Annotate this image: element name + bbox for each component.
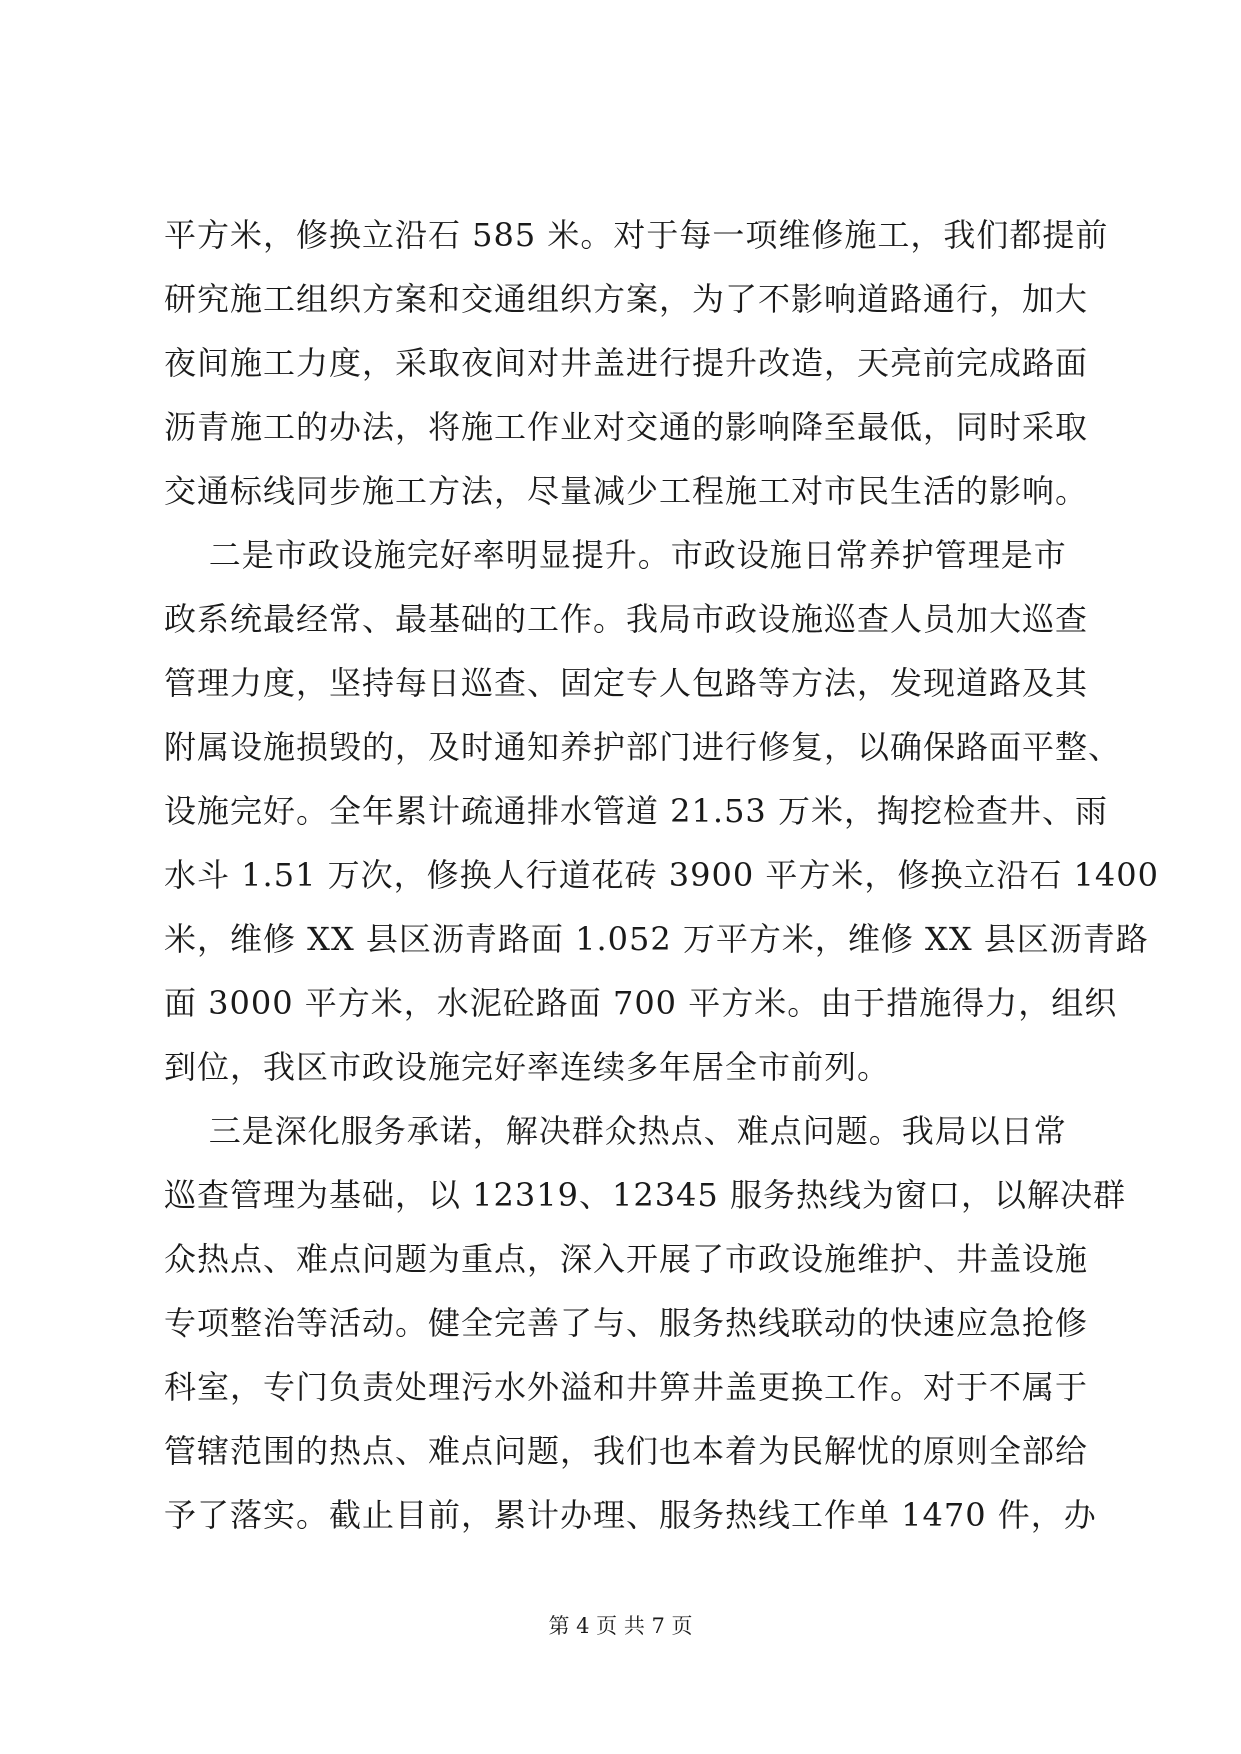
body-text (164, 203, 1159, 1547)
text-line: 平方米，修换立沿石 585 米。对于每一项维修施工，我们都提前 (164, 216, 1109, 254)
text-line: 巡查管理为基础，以 12319、12345 服务热线为窗口，以解决群 (164, 1176, 1126, 1214)
text-line: 科室，专门负责处理污水外溢和井箅井盖更换工作。对于不属于 (164, 1368, 1089, 1406)
text-line: 交通标线同步施工方法，尽量减少工程施工对市民生活的影响。 (164, 472, 1089, 510)
page-number-footer: 第 4 页 共 7 页 (548, 1614, 693, 1638)
text-line: 米，维修 XX 县区沥青路面 1.052 万平方米，维修 XX 县区沥青路 (164, 920, 1149, 958)
text-line: 水斗 1.51 万次，修换人行道花砖 3900 平方米，修换立沿石 1400 (164, 856, 1159, 894)
text-line: 面 3000 平方米，水泥砼路面 700 平方米。由于措施得力，组织 (164, 984, 1118, 1022)
text-line: 管理力度，坚持每日巡查、固定专人包路等方法，发现道路及其 (164, 664, 1089, 702)
text-line: 三是深化服务承诺，解决群众热点、难点问题。我局以日常 (164, 1112, 1067, 1150)
text-line: 管辖范围的热点、难点问题，我们也本着为民解忧的原则全部给 (164, 1432, 1089, 1470)
text-line: 二是市政设施完好率明显提升。市政设施日常养护管理是市 (164, 536, 1067, 574)
text-line: 研究施工组织方案和交通组织方案，为了不影响道路通行，加大 (164, 280, 1089, 318)
text-line: 众热点、难点问题为重点，深入开展了市政设施维护、井盖设施 (164, 1240, 1089, 1278)
text-line: 专项整治等活动。健全完善了与、服务热线联动的快速应急抢修 (164, 1304, 1089, 1342)
text-line: 夜间施工力度，采取夜间对井盖进行提升改造，天亮前完成路面 (164, 344, 1089, 382)
text-line: 予了落实。截止目前，累计办理、服务热线工作单 1470 件，办 (164, 1496, 1097, 1534)
text-line: 设施完好。全年累计疏通排水管道 21.53 万米，掏挖检查井、雨 (164, 792, 1108, 830)
text-line: 沥青施工的办法，将施工作业对交通的影响降至最低，同时采取 (164, 408, 1089, 446)
text-line: 政系统最经常、最基础的工作。我局市政设施巡查人员加大巡查 (164, 600, 1089, 638)
text-line: 附属设施损毁的，及时通知养护部门进行修复，以确保路面平整、 (164, 728, 1122, 766)
text-line: 到位，我区市政设施完好率连续多年居全市前列。 (164, 1048, 891, 1086)
